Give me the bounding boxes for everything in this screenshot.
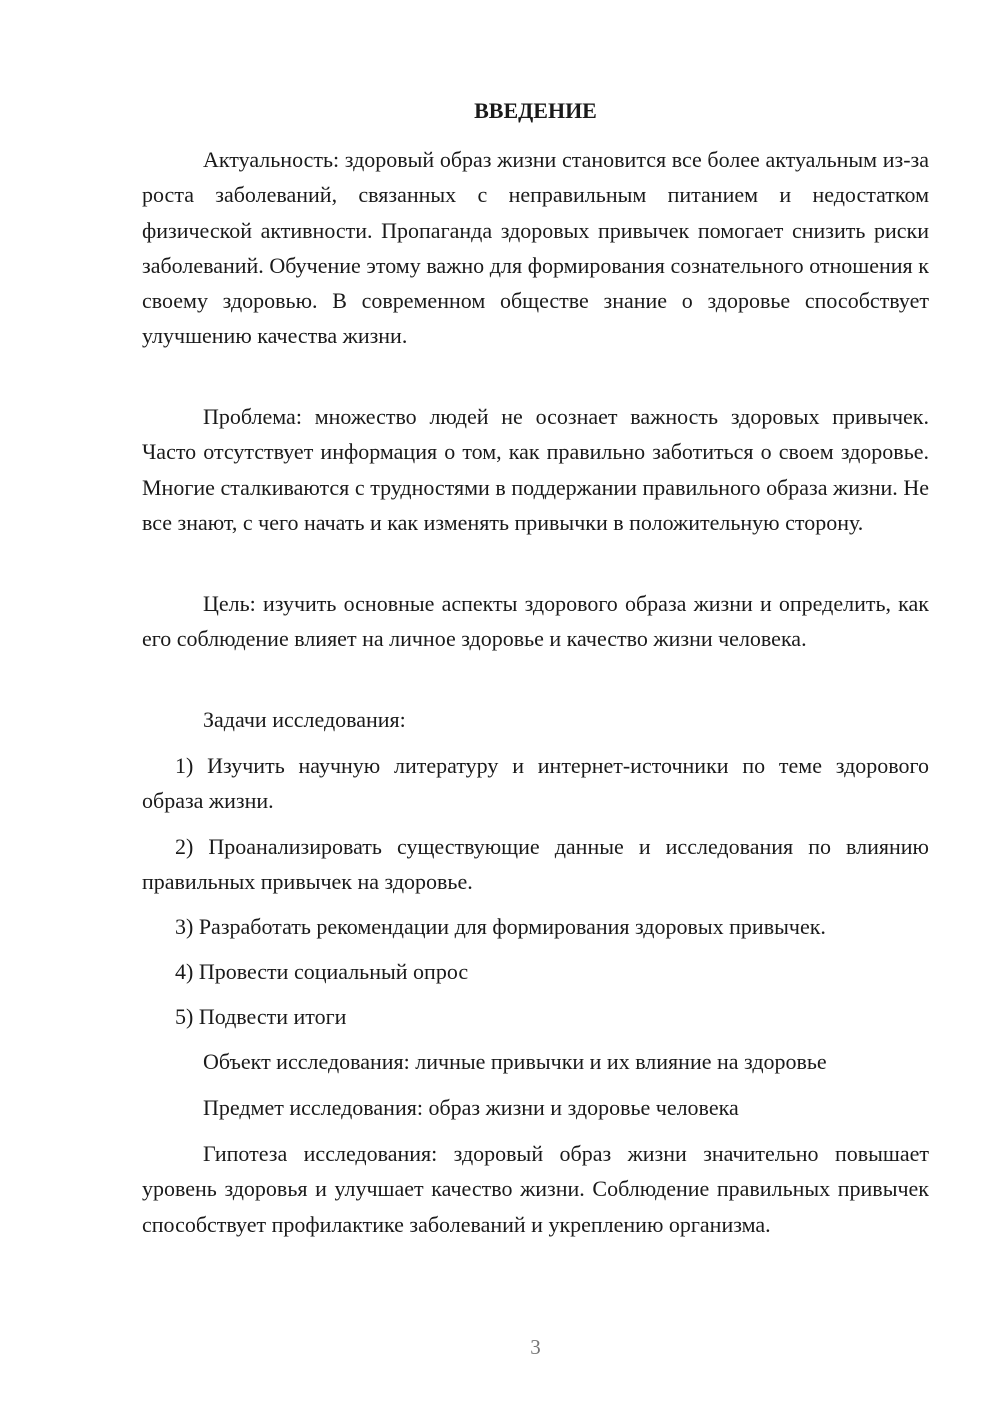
paragraph-relevance: Актуальность: здоровый образ жизни становится все более актуальным из-за роста заболеваний, связанных с неправильным питанием и недостатком физической активности. Пропаганда здоровых привычек помогает снизить риски заболеваний. Обучение этому важно для формирования сознательного отношения к своему здоровью. В современном обществе знание о здоровье способствует улучшению качества жизни. (142, 147, 929, 349)
task-item-2: 2) Проанализировать существующие данные и исследования по влиянию правильных привычек на здоровье. (142, 834, 929, 895)
paragraph-problem: Проблема: множество людей не осознает важность здоровых привычек. Часто отсутствует информация о том, как правильно заботиться о своем здоровье. Многие сталкиваются с трудностями в поддержании правильного образа жизни. Не все знают, с чего начать и как изменять привычки в положительную сторону. (142, 404, 929, 535)
tasks-heading: Задачи исследования: (203, 707, 406, 732)
paragraph-subject: Предмет исследования: образ жизни и здоровье человека (203, 1095, 739, 1120)
paragraph-goal: Цель: изучить основные аспекты здорового образа жизни и определить, как его соблюдение влияет на личное здоровье и качество жизни человека. (142, 591, 929, 652)
task-item-1: 1) Изучить научную литературу и интернет-источники по теме здорового образа жизни. (142, 753, 929, 814)
task-item-4: 4) Провести социальный опрос (175, 959, 469, 984)
page-number: 3 (530, 1335, 541, 1359)
paragraph-hypothesis: Гипотеза исследования: здоровый образ жизни значительно повышает уровень здоровья и улучшает качество жизни. Соблюдение правильных привычек способствует профилактике заболеваний и укреплению организма. (142, 1141, 929, 1237)
page-title: ВВЕДЕНИЕ (474, 98, 597, 123)
paragraph-object: Объект исследования: личные привычки и их влияние на здоровье (203, 1049, 827, 1074)
task-item-3: 3) Разработать рекомендации для формирования здоровых привычек. (175, 914, 826, 939)
task-item-5: 5) Подвести итоги (175, 1004, 347, 1029)
